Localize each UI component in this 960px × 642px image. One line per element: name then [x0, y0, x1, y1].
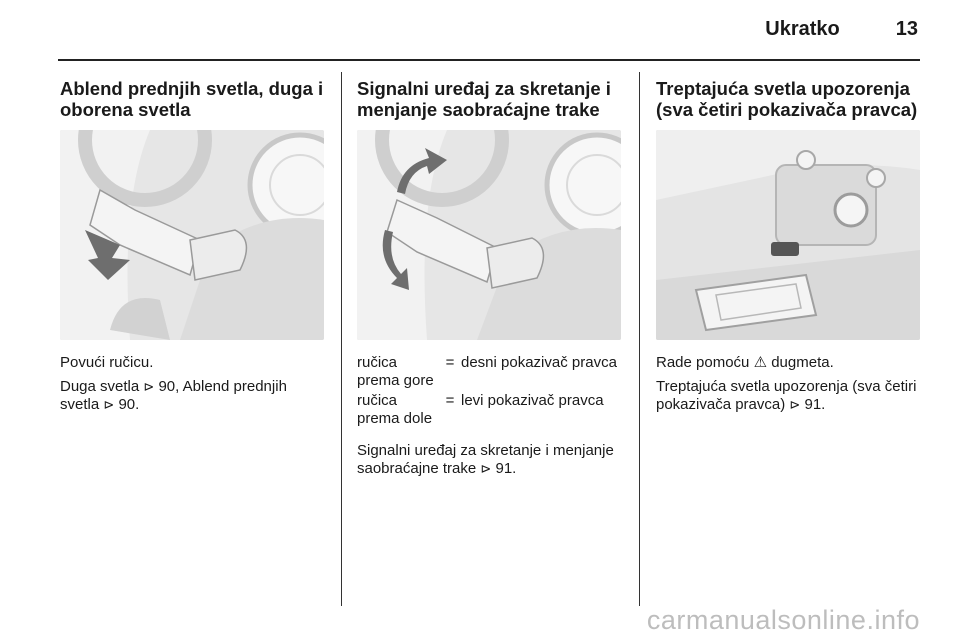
instruction-text: Povući ručicu.	[60, 354, 154, 371]
hazard-button-illustration	[656, 130, 920, 340]
section-heading: Treptajuća svetla upozorenja (sva četiri pokazivača pravca)	[656, 78, 918, 120]
reference-arrow-icon: ⊳	[103, 397, 115, 412]
watermark: carmanualsonline.info	[646, 605, 920, 635]
hazard-triangle-icon: ⚠	[753, 354, 768, 371]
section-heading: Signalni uređaj za skretanje i menjanje saobraćajne trake	[357, 78, 611, 120]
header-rule	[58, 59, 920, 61]
section-title: Ukratko	[765, 18, 840, 40]
reference-text: Signalni uređaj za skretanje i menjanje saobraćajne trake ⊳ 91.	[357, 442, 614, 477]
column-divider-2	[639, 72, 640, 606]
turn-signal-lever-illustration	[357, 130, 621, 340]
page-header	[765, 18, 918, 41]
reference-arrow-icon: ⊳	[143, 379, 155, 394]
section-heading: Ablend prednjih svetla, duga i oborena svetla	[60, 78, 324, 120]
reference-text: Duga svetla ⊳ 90, Ablend prednjih svetla ⊳ 90.	[60, 378, 287, 413]
section-turn-signals	[357, 78, 623, 478]
signal-definition-table	[357, 354, 621, 428]
section-headlights	[60, 78, 326, 414]
reference-arrow-icon: ⊳	[480, 461, 492, 476]
section-hazard-lights	[656, 78, 922, 414]
page-number: 13	[895, 18, 918, 40]
headlight-lever-illustration	[60, 130, 324, 340]
instruction-text: Rade pomoću ⚠ dugmeta.	[656, 354, 834, 371]
reference-text: Treptajuća svetla upozorenja (sva četiri pokazivača pravca) ⊳ 91.	[656, 378, 917, 413]
column-divider-1	[341, 72, 342, 606]
reference-arrow-icon: ⊳	[789, 397, 801, 412]
table-row: ručica prema dole = levi pokazivač pravca	[357, 392, 604, 427]
table-row: ručica prema gore = desni pokazivač pravca	[357, 354, 617, 389]
